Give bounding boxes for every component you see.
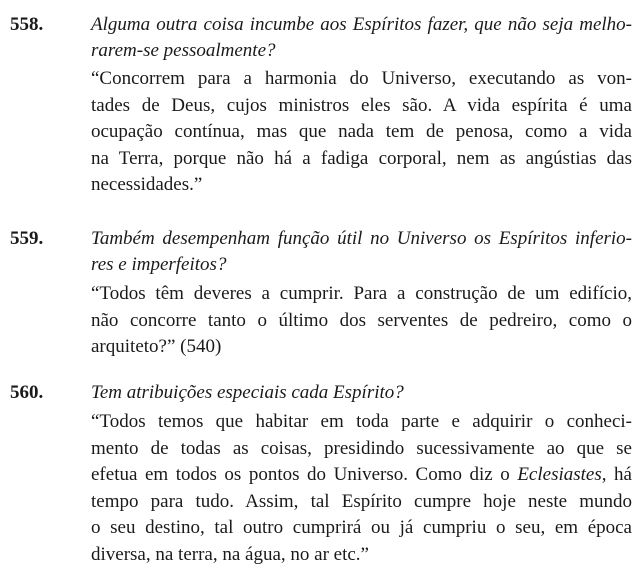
answer-line: não concorre tanto o último dos serventes de pedreiro, como o xyxy=(91,309,632,331)
question-line: rarem-se pessoalmente? xyxy=(91,40,276,61)
answer-line: tades de Deus, cujos ministros eles são. A vida espírita é uma xyxy=(91,94,632,116)
question-number: 558. xyxy=(10,14,44,35)
question-line: Tem atribuições especiais cada Espírito? xyxy=(91,382,404,403)
answer-line: “Todos temos que habitar em toda parte e adquirir o conheci- xyxy=(91,411,632,432)
answer-line-tail: , há xyxy=(601,464,632,485)
question-line: Alguma outra coisa incumbe aos Espíritos fazer, que não seja melho- xyxy=(91,14,632,35)
question-number: 559. xyxy=(10,228,44,249)
answer-line: ocupação contínua, mas que nada tem de penosa, como a vida xyxy=(91,121,632,142)
question-line: Também desempenham função útil no Universo os Espíritos inferio- xyxy=(91,228,632,249)
question-line: res e imperfeitos? xyxy=(91,254,227,275)
question-text xyxy=(91,226,632,278)
answer-line: “Concorrem para a harmonia do Universo, executando as von- xyxy=(91,68,632,89)
answer-text xyxy=(91,281,632,361)
question-text xyxy=(91,12,632,64)
answer-line-head: efetua em todos os pontos do Universo. Como diz o xyxy=(91,464,518,485)
answer-line: diversa, na terra, na água, no ar etc.” xyxy=(91,543,369,565)
answer-line: mento de todas as coisas, presidindo sucessivamente ao que se xyxy=(91,437,632,459)
question-number: 560. xyxy=(10,382,44,403)
answer-text xyxy=(91,409,632,568)
question-text xyxy=(91,380,632,406)
book-title: Eclesiastes xyxy=(517,464,602,485)
answer-line: na Terra, porque não há a fadiga corporal, nem as angústias das xyxy=(91,147,632,169)
answer-line: necessidades.” xyxy=(91,174,203,195)
answer-line-with-title xyxy=(91,462,632,489)
answer-text xyxy=(91,66,632,199)
answer-line: “Todos têm deveres a cumprir. Para a construção de um edifício, xyxy=(91,283,632,304)
answer-line: tempo para tudo. Assim, tal Espírito cumpre hoje neste mundo xyxy=(91,490,632,512)
answer-line: o seu destino, tal outro cumprirá ou já cumpriu o seu, em época xyxy=(91,517,632,538)
answer-line: arquiteto?” (540) xyxy=(91,336,222,357)
